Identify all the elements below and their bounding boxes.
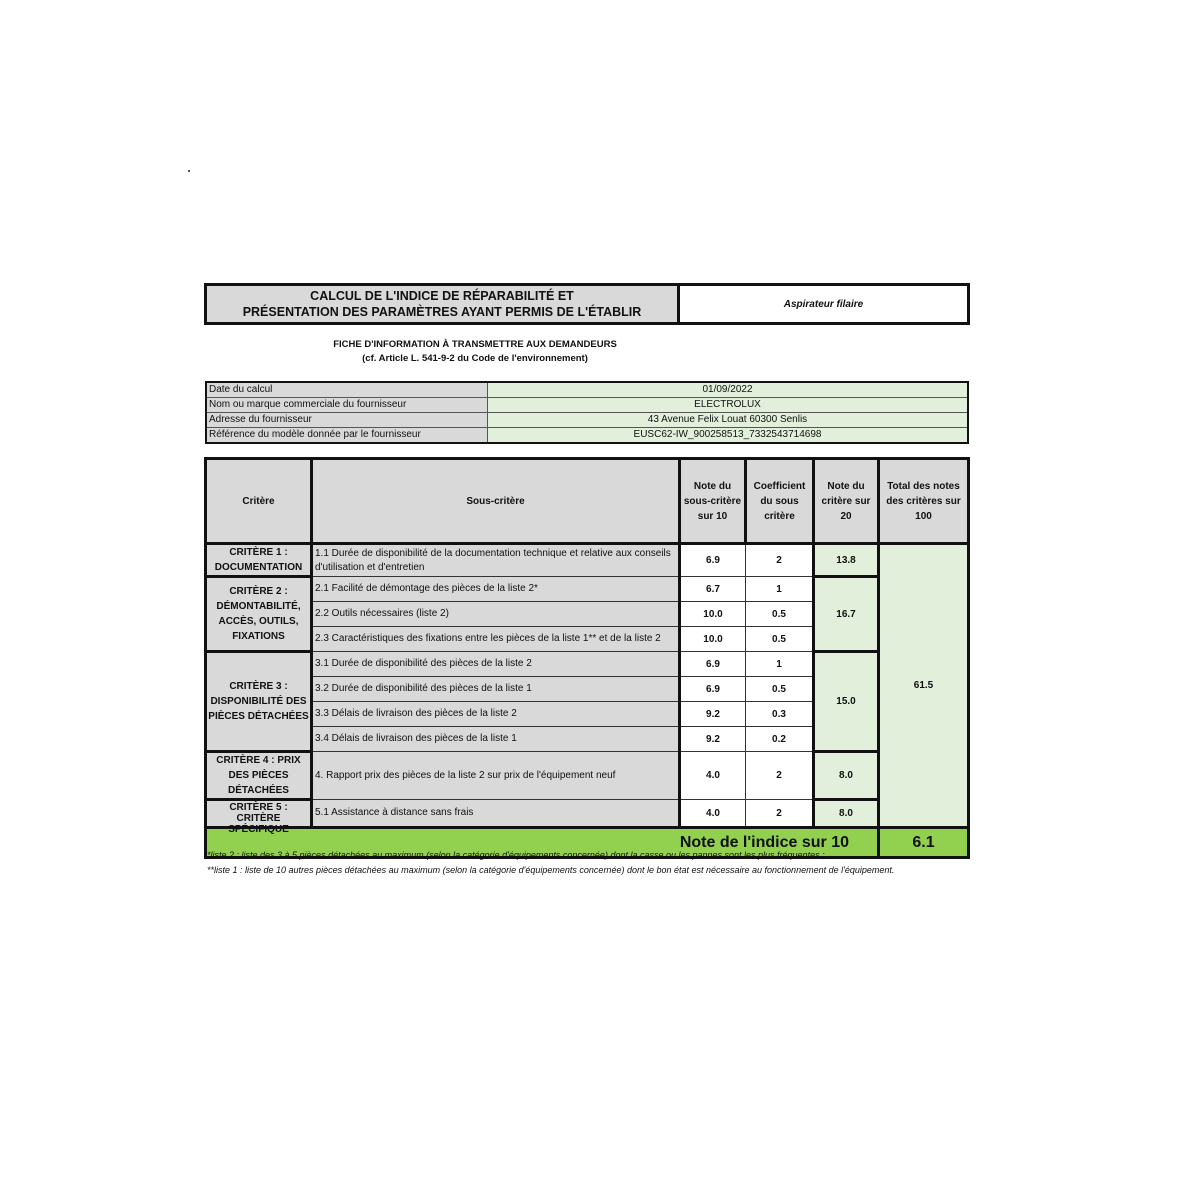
criterion-3-label: CRITÈRE 3 : DISPONIBILITÉ DES PIÈCES DÉTACHÉES: [206, 652, 312, 752]
info-value: 01/09/2022: [488, 382, 969, 398]
final-score-value: 6.1: [879, 828, 969, 858]
header-total: Total des notes des critères sur 100: [879, 459, 969, 544]
info-label: Référence du modèle donnée par le fournisseur: [206, 428, 488, 444]
sub-criterion-coef: 2: [746, 544, 814, 577]
sub-criterion-coef: 0.2: [746, 727, 814, 752]
sub-criterion-coef: 0.3: [746, 702, 814, 727]
document-header: [204, 283, 970, 325]
sub-criterion-coef: 2: [746, 800, 814, 828]
criterion-4-note: 8.0: [814, 752, 879, 800]
sub-criterion-label: 1.1 Durée de disponibilité de la documentation technique et relative aux conseils d'utilisation et d'entretien: [312, 544, 680, 577]
sub-criterion-label: 4. Rapport prix des pièces de la liste 2 sur prix de l'équipement neuf: [312, 752, 680, 800]
sub-criterion-note: 10.0: [680, 627, 746, 652]
criterion-2-label: CRITÈRE 2 : DÉMONTABILITÉ, ACCÈS, OUTILS, FIXATIONS: [206, 577, 312, 652]
criterion-5-label: CRITÈRE 5 : CRITÈRE SPÉCIFIQUE: [228, 802, 289, 835]
sub-criterion-note: 9.2: [680, 702, 746, 727]
info-row: [206, 398, 968, 413]
header-note-critere: Note du critère sur 20: [814, 459, 879, 544]
sub-criterion-label: 5.1 Assistance à distance sans frais: [312, 800, 680, 828]
sub-criterion-label: 3.3 Délais de livraison des pièces de la liste 2: [312, 702, 680, 727]
sub-criterion-note: 9.2: [680, 727, 746, 752]
info-label: Nom ou marque commerciale du fournisseur: [206, 398, 488, 413]
info-label: Date du calcul: [206, 382, 488, 398]
table-header-row: [206, 459, 969, 544]
header-coefficient: Coefficient du sous critère: [746, 459, 814, 544]
fiche-subtitle: [300, 338, 650, 366]
sub-criterion-coef: 0.5: [746, 627, 814, 652]
fiche-line-2: (cf. Article L. 541-9-2 du Code de l'environnement): [362, 353, 588, 364]
product-type: Aspirateur filaire: [680, 283, 970, 325]
sub-criterion-coef: 0.5: [746, 602, 814, 627]
info-label: Adresse du fournisseur: [206, 413, 488, 428]
sub-criterion-label: 2.2 Outils nécessaires (liste 2): [312, 602, 680, 627]
header-critere: Critère: [206, 459, 312, 544]
criterion-5-note: 8.0: [814, 800, 879, 828]
sub-criterion-note: 10.0: [680, 602, 746, 627]
stray-dot: [188, 170, 190, 172]
sub-criterion-coef: 1: [746, 652, 814, 677]
footnotes: [207, 848, 967, 878]
table-row: [206, 544, 969, 577]
info-row: [206, 428, 968, 444]
title-line-2: PRÉSENTATION DES PARAMÈTRES AYANT PERMIS DE L'ÉTABLIR: [242, 305, 642, 319]
title-line-1: CALCUL DE L'INDICE DE RÉPARABILITÉ ET: [310, 289, 574, 303]
criterion-1-label: CRITÈRE 1 : DOCUMENTATION: [206, 544, 312, 577]
sub-criterion-note: 6.9: [680, 544, 746, 577]
table-row: [206, 752, 969, 800]
sub-criterion-label: 3.2 Durée de disponibilité des pièces de la liste 1: [312, 677, 680, 702]
sub-criterion-note: 6.7: [680, 577, 746, 602]
criterion-4-label: CRITÈRE 4 : PRIX DES PIÈCES DÉTACHÉES: [206, 752, 312, 800]
supplier-info-table: [205, 381, 969, 444]
sub-criterion-note: 6.9: [680, 652, 746, 677]
sub-criterion-note: 4.0: [680, 800, 746, 828]
total-score-100: 61.5: [879, 544, 969, 828]
sub-criterion-label: 2.1 Facilité de démontage des pièces de la liste 2*: [312, 577, 680, 602]
table-row: [206, 652, 969, 677]
sub-criterion-label: 3.1 Durée de disponibilité des pièces de la liste 2: [312, 652, 680, 677]
criterion-3-note: 15.0: [814, 652, 879, 752]
final-score-label: Note de l'indice sur 10: [206, 828, 879, 858]
info-value: EUSC62-IW_900258513_7332543714698: [488, 428, 969, 444]
footnote-liste-1: **liste 1 : liste de 10 autres pièces détachées au maximum (selon la catégorie d'équipements concernée) dont le bon état est nécessaire au fonctionnement de l'équipement.: [207, 865, 895, 875]
footnote-liste-2: *liste 2 : liste des 3 à 5 pièces détachées au maximum (selon la catégorie d'équipements concernée) dont la casse ou les pannes sont les plus fréquentes ;: [207, 850, 825, 860]
sub-criterion-label: 2.3 Caractéristiques des fixations entre les pièces de la liste 1** et de la liste 2: [312, 627, 680, 652]
sub-criterion-coef: 1: [746, 577, 814, 602]
document-title: [204, 283, 680, 325]
repairability-table: [204, 457, 970, 859]
sub-criterion-note: 6.9: [680, 677, 746, 702]
criterion-2-note: 16.7: [814, 577, 879, 652]
sub-criterion-note: 4.0: [680, 752, 746, 800]
info-value: ELECTROLUX: [488, 398, 969, 413]
info-row: [206, 413, 968, 428]
info-row: [206, 382, 968, 398]
table-row: [206, 577, 969, 602]
fiche-line-1: FICHE D'INFORMATION À TRANSMETTRE AUX DEMANDEURS: [333, 339, 617, 350]
criterion-5-cell: [206, 800, 312, 835]
sub-criterion-coef: 0.5: [746, 677, 814, 702]
header-note-sous-critere: Note du sous-critère sur 10: [680, 459, 746, 544]
header-sous-critere: Sous-critère: [312, 459, 680, 544]
table-row: [206, 800, 969, 828]
criterion-1-note: 13.8: [814, 544, 879, 577]
info-value: 43 Avenue Felix Louat 60300 Senlis: [488, 413, 969, 428]
sub-criterion-coef: 2: [746, 752, 814, 800]
sub-criterion-label: 3.4 Délais de livraison des pièces de la liste 1: [312, 727, 680, 752]
